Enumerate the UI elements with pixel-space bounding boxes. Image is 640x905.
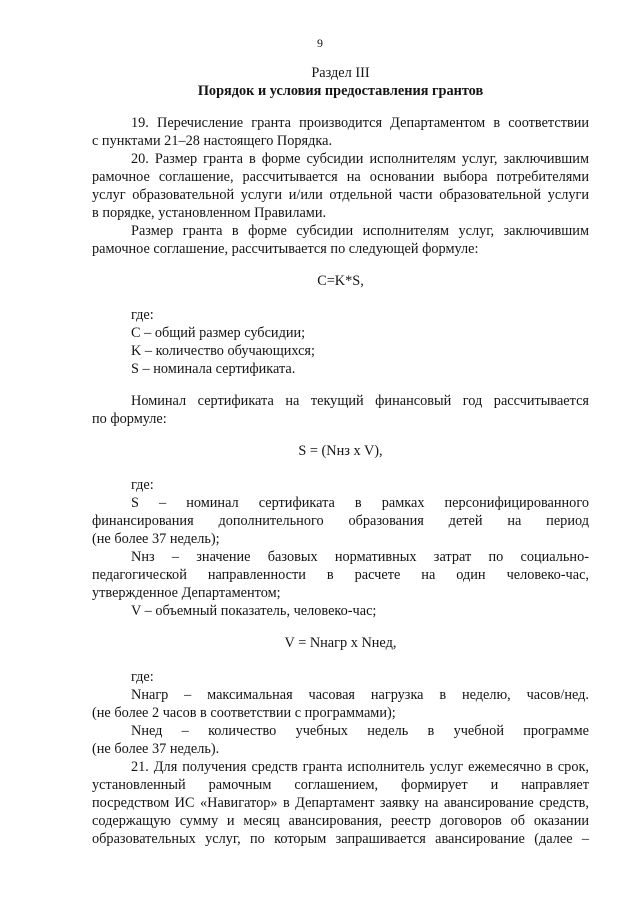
definition-line: (не более 37 недель);	[92, 531, 220, 547]
definition-line: Nнагр – максимальная часовая нагрузка в неделю, часов/нед.	[131, 687, 589, 703]
definition-line: (не более 2 часов в соответствии с программами);	[92, 705, 396, 721]
text-line: в порядке, установленном Правилами.	[92, 205, 327, 221]
page-number: 9	[317, 36, 323, 50]
text-line: образовательных услуг, по которым запрашивается авансирование (далее –	[92, 831, 589, 847]
text-line: по формуле:	[92, 411, 167, 427]
text-line: Номинал сертификата на текущий финансовый год рассчитывается	[131, 393, 589, 409]
formula-nominal: S = (Nнз x V),	[298, 443, 383, 459]
text-line: 20. Размер гранта в форме субсидии исполнителям услуг, заключившим	[131, 151, 589, 167]
formula-main: C=K*S,	[317, 273, 364, 289]
text-line: 21. Для получения средств гранта исполнитель услуг ежемесячно в срок,	[131, 759, 589, 775]
definition-line: S – номинала сертификата.	[131, 361, 296, 377]
formula-volume: V = Nнагр x Nнед,	[284, 635, 397, 651]
section-label: Раздел III	[311, 65, 370, 81]
definition-line: S – номинал сертификата в рамках персонифицированного	[131, 495, 589, 511]
definition-line: финансирования дополнительного образования детей на период	[92, 513, 589, 529]
text-line: рамочное соглашение, рассчитывается по следующей формуле:	[92, 241, 479, 257]
definition-line: (не более 37 недель).	[92, 741, 220, 757]
where-label: где:	[131, 669, 154, 685]
text-line: установленный рамочным соглашением, формирует и направляет	[92, 777, 589, 793]
text-line: Размер гранта в форме субсидии исполнителям услуг, заключившим	[131, 223, 589, 239]
definition-line: утвержденное Департаментом;	[92, 585, 281, 601]
text-line: услуг образовательной услуги и/или отдельной части образовательной услуги	[92, 187, 589, 203]
definition-line: K – количество обучающихся;	[131, 343, 315, 359]
text-line: содержащую сумму и месяц авансирования, реестр договоров об оказании	[92, 813, 589, 829]
where-label: где:	[131, 477, 154, 493]
definition-line: педагогической направленности в расчете на один человеко-час,	[92, 567, 589, 583]
text-line: с пунктами 21–28 настоящего Порядка.	[92, 133, 333, 149]
definition-line: C – общий размер субсидии;	[131, 325, 306, 341]
text-line: 19. Перечисление гранта производится Департаментом в соответствии	[131, 115, 589, 131]
text-line: рамочное соглашение, рассчитывается на основании выбора потребителями	[92, 169, 589, 185]
text-line: посредством ИС «Навигатор» в Департамент заявку на авансирование средств,	[92, 795, 589, 811]
definition-line: Nнз – значение базовых нормативных затрат по социально-	[131, 549, 589, 565]
section-title: Порядок и условия предоставления грантов	[197, 83, 484, 99]
definition-line: V – объемный показатель, человеко-час;	[131, 603, 377, 619]
definition-line: Nнед – количество учебных недель в учебной программе	[131, 723, 589, 739]
where-label: где:	[131, 307, 154, 323]
